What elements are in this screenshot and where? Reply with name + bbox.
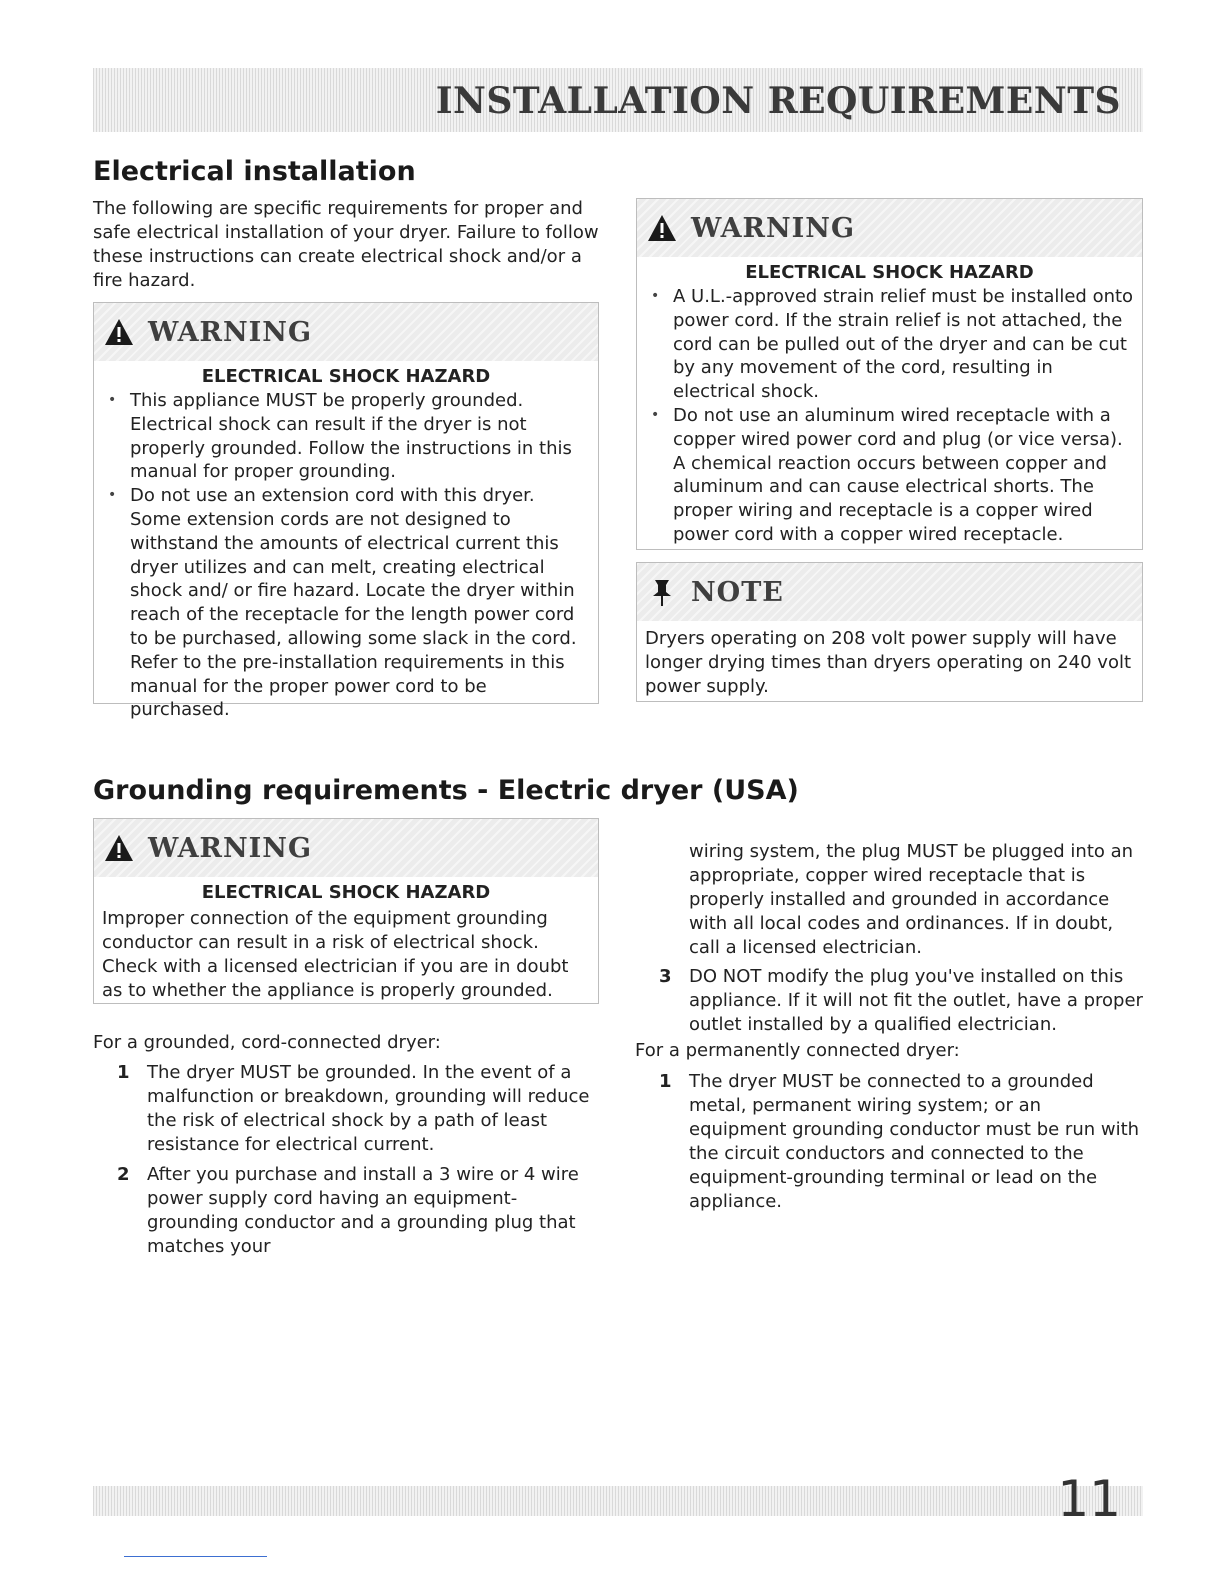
- warning-header: [94, 819, 598, 877]
- note-label: NOTE: [691, 576, 784, 608]
- hazard-title: ELECTRICAL SHOCK HAZARD: [745, 262, 1034, 283]
- hazard-title: ELECTRICAL SHOCK HAZARD: [201, 882, 491, 903]
- step-text: The dryer MUST be connected to a grounded metal, permanent wiring system; or an equipment grounding conductor must be run with the circuit conductors and connected to the equipment-grounding terminal or lead on the appliance.: [689, 1071, 1140, 1212]
- grounding-warning-box: [93, 818, 599, 1004]
- warning-bullets: [637, 285, 1142, 553]
- step-2-continuation: wiring system, the plug MUST be plugged into an appropriate, copper wired receptacle that is properly installed and grounded in accordance with all local codes and ordinances. If in doubt, call a licensed electrician.: [689, 841, 1134, 958]
- grounding-heading: Grounding requirements - Electric dryer (USA): [93, 775, 799, 806]
- cord-connected-intro: For a grounded, cord-connected dryer:: [93, 1032, 441, 1053]
- warning-label: WARNING: [691, 212, 856, 244]
- step-text: DO NOT modify the plug you've installed on this appliance. If it will not fit the outlet, have a proper outlet installed by a qualified electrician.: [689, 966, 1143, 1035]
- section-banner: [93, 68, 1143, 132]
- page-number: 11: [1057, 1470, 1121, 1528]
- step-number: 1: [117, 1062, 130, 1083]
- hazard-title: ELECTRICAL SHOCK HAZARD: [201, 366, 491, 387]
- bullet-item: • Do not use an aluminum wired receptacle with a copper wired power cord and plug (or vice versa). A chemical reaction occurs between copper and aluminum and can cause electrical shorts. The proper wiring and receptacle is a copper wired power cord with a copper wired receptacle.: [645, 404, 1134, 547]
- step-item: [93, 1163, 598, 1259]
- bullet-item: • Do not use an extension cord with this dryer. Some extension cords are not designed to withstand the amounts of electrical current this dryer utilizes and can melt, creating electrical shock and/ or fire hazard. Locate the dryer within reach of the receptacle for the length power cord to be purchased, allowing some slack in the cord. Refer to the pre-installation requirements in this manual for the proper power cord to be purchased.: [102, 484, 590, 722]
- electrical-intro: The following are specific requirements for proper and safe electrical installation of your dryer. Failure to follow these instructions can create electrical shock and/or a fire hazard.: [93, 198, 599, 291]
- warning-triangle-icon: [104, 833, 134, 863]
- warning-text: Improper connection of the equipment grounding conductor can result in a risk of electrical shock. Check with a licensed electrician if you are in doubt as to whether the appliance is properly grounded.: [102, 908, 569, 1001]
- warning-label: WARNING: [148, 832, 313, 864]
- note-header: [637, 563, 1142, 621]
- warning-header: [94, 303, 598, 361]
- permanent-steps: [635, 1070, 1143, 1220]
- footer-band: [93, 1470, 1143, 1528]
- step-item: [635, 965, 1143, 1037]
- pushpin-icon: [647, 577, 677, 607]
- note-box: [636, 562, 1143, 702]
- step-text: After you purchase and install a 3 wire or 4 wire power supply cord having an equipment-grounding conductor and a grounding plug that matches your: [147, 1164, 579, 1257]
- step-item: [93, 1061, 598, 1157]
- note-text: Dryers operating on 208 volt power supply will have longer drying times than dryers operating on 240 volt power supply.: [645, 628, 1132, 697]
- permanent-intro: For a permanently connected dryer:: [635, 1040, 960, 1061]
- bottom-rule: [124, 1556, 267, 1557]
- step-number: 1: [659, 1071, 672, 1092]
- electrical-heading: Electrical installation: [93, 156, 416, 187]
- warning-bullets: [94, 389, 598, 728]
- warning-box-right: [636, 198, 1143, 550]
- warning-header: [637, 199, 1142, 257]
- step-number: 3: [659, 966, 672, 987]
- step-number: 2: [117, 1164, 130, 1185]
- warning-box-left: [93, 302, 599, 721]
- step-text: The dryer MUST be grounded. In the event of a malfunction or breakdown, grounding will reduce the risk of electrical shock by a path of least resistance for electrical current.: [147, 1062, 590, 1155]
- step-item: [635, 1070, 1143, 1214]
- warning-label: WARNING: [148, 316, 313, 348]
- bullet-item: • This appliance MUST be properly grounded. Electrical shock can result if the dryer is not properly grounded. Follow the instructions in this manual for proper grounding.: [102, 389, 590, 484]
- warning-triangle-icon: [104, 317, 134, 347]
- bullet-item: • A U.L.-approved strain relief must be installed onto power cord. If the strain relief is not attached, the cord can be pulled out of the dryer and can be cut by any movement of the cord, resulting in electrical shock.: [645, 285, 1134, 404]
- cord-connected-steps-cont: [635, 965, 1143, 1043]
- cord-connected-steps: [93, 1061, 598, 1265]
- warning-triangle-icon: [647, 213, 677, 243]
- section-title: INSTALLATION REQUIREMENTS: [435, 80, 1121, 122]
